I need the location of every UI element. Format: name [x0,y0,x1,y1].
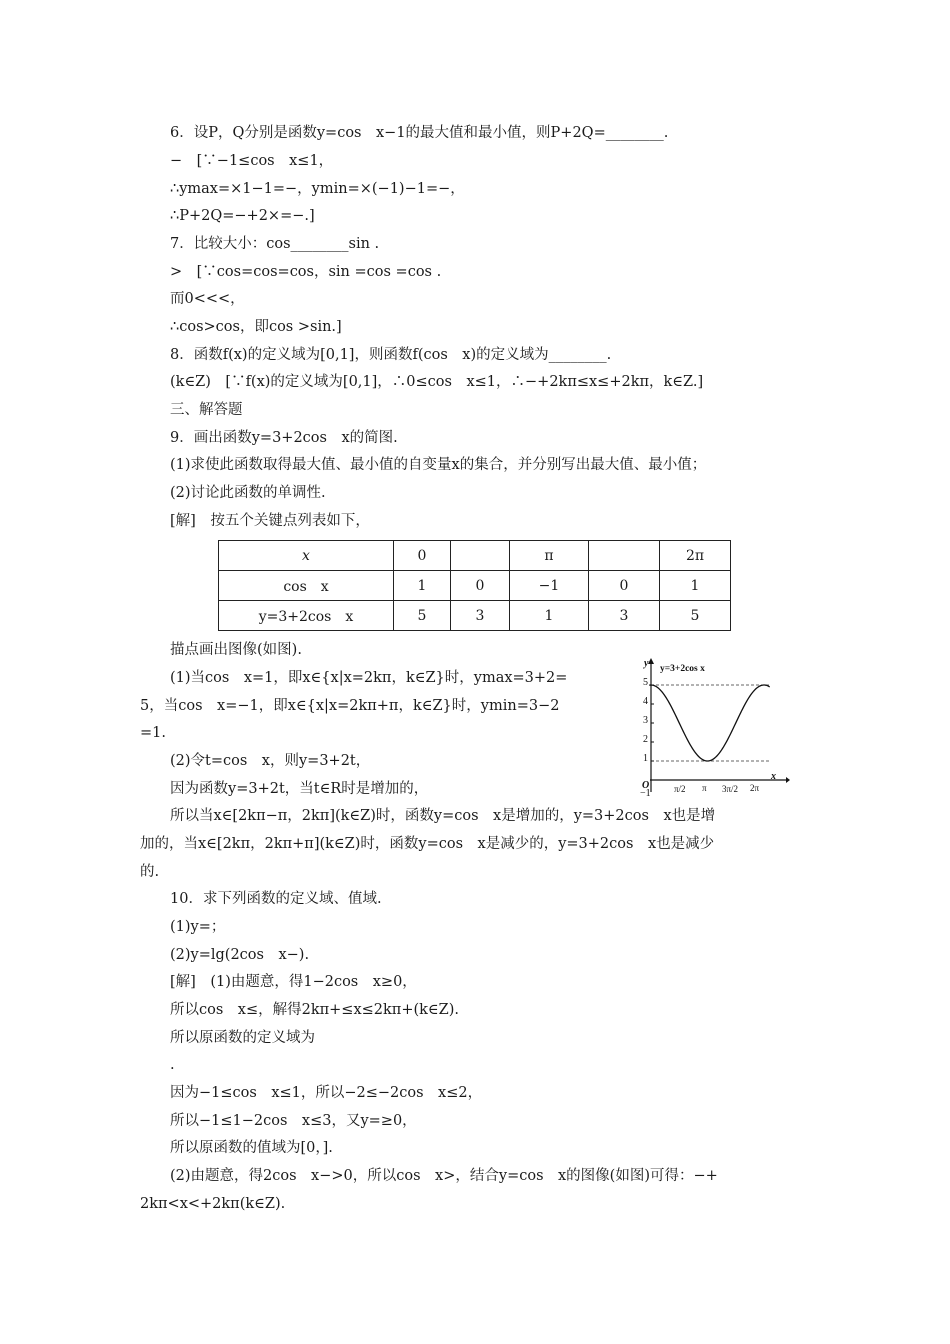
graph-caption: 描点画出图像(如图). [170,642,302,658]
cosine-graph [640,656,790,796]
q9-part2: (2)讨论此函数的单调性. [170,485,326,501]
q9-solution-intro: [解] 按五个关键点列表如下， [170,513,370,529]
q9-sol1-line3: =1. [140,725,166,741]
y-axis-label: y [644,658,649,669]
q6-text: 6．设P，Q分别是函数y=cos x−1的最大值和最小值，则P+2Q=________. [170,125,669,141]
q10-sol-line2: 所以cos x≤，解得2kπ+≤x≤2kπ+(k∈Z). [170,1002,459,1018]
table-cell: 5 [660,601,731,631]
q10-sol-line6: 所以−1≤1−2cos x≤3，又y=≥0， [170,1113,417,1129]
table-cell [451,541,510,571]
q10-sol-line1: [解] (1)由题意，得1−2cos x≥0， [170,974,417,990]
q9-sol2-line2: 因为函数y=3+2t，当t∈R时是增加的， [170,781,429,797]
q7-answer-line2: 而0<<<， [170,291,245,307]
table-cell: π [510,541,589,571]
q9-sol1-line1: (1)当cos x=1，即x∈{x|x=2kπ，k∈Z}时，ymax=3+2= [170,670,568,686]
q8-answer: (k∈Z) [∵f(x)的定义域为[0,1]，∴0≤cos x≤1，∴−+2kπ≤x≤+2kπ，k∈Z.] [170,374,704,390]
table-cell: 3 [589,601,660,631]
q10-sol-line7: 所以原函数的值域为[0，]. [170,1140,333,1156]
ytick-label: 5 [643,677,648,688]
q10-part2: (2)y=lg(2cos x−). [170,947,310,963]
q9-part1: (1)求使此函数取得最大值、最小值的自变量x的集合，并分别写出最大值、最小值； [170,457,707,473]
section-heading: 三、解答题 [170,402,243,418]
ytick-label: 2 [643,734,648,745]
xtick-label: π [702,783,707,793]
q10-sol-line5: 因为−1≤cos x≤1，所以−2≤−2cos x≤2， [170,1085,483,1101]
xtick-label: 2π [750,783,760,793]
key-points-table [218,540,731,631]
q10-sol-line3: 所以原函数的定义域为 [170,1030,315,1046]
ytick-label: −1 [640,788,651,796]
table-row [219,541,731,571]
table-cell: 1 [394,571,451,601]
graph-title: y=3+2cos x [660,664,705,674]
table-cell: x [219,541,394,571]
ytick-label: 1 [643,753,648,764]
q6-answer-line1: − [∵−1≤cos x≤1， [170,153,334,169]
origin-label: O [642,780,650,791]
table-cell: 0 [394,541,451,571]
q10-part1: (1)y=； [170,919,226,935]
q6-answer-line3: ∴P+2Q=−+2×=−.] [170,208,315,224]
q9-sol2-line1: (2)令t=cos x，则y=3+2t， [170,753,371,769]
y-axis-arrow [648,658,654,664]
q10-sol-line4: . [170,1057,175,1073]
q7-answer-line3: ∴cos>cos，即cos >sin.] [170,319,342,335]
table-cell: 5 [394,601,451,631]
table-cell: cos x [219,571,394,601]
q9-sol2-line3: 所以当x∈[2kπ−π，2kπ](k∈Z)时，函数y=cos x是增加的，y=3+2cos x也是增 [170,808,716,824]
ytick-label: 4 [643,696,648,707]
table-cell: 1 [660,571,731,601]
xtick-label: π/2 [674,784,686,794]
table-cell [589,541,660,571]
q7-answer-line1: > [∵cos=cos=cos，sin =cos =cos . [170,264,442,280]
x-axis-label: x [771,771,776,782]
q9-text: 9．画出函数y=3+2cos x的简图. [170,430,398,446]
q9-sol2-line5: 的. [140,864,160,880]
table-row [219,571,731,601]
table-cell: y=3+2cos x [219,601,394,631]
q10-sol-line8: (2)由题意，得2cos x−>0，所以cos x>，结合y=cos x的图像(如图)可得：−+ [170,1168,718,1184]
table-cell: −1 [510,571,589,601]
q6-answer-line2: ∴ymax=×1−1=−，ymin=×(−1)−1=−， [170,181,465,197]
q10-text: 10．求下列函数的定义域、值域. [170,891,382,907]
q7-text: 7．比较大小：cos________sin . [170,236,380,252]
table-cell: 2π [660,541,731,571]
table-cell: 0 [589,571,660,601]
table-cell: 3 [451,601,510,631]
q8-text: 8．函数f(x)的定义域为[0,1]，则函数f(cos x)的定义域为________. [170,347,612,363]
table-row [219,601,731,631]
table-cell: 0 [451,571,510,601]
cosine-curve [649,685,770,761]
q9-sol2-line4: 加的，当x∈[2kπ，2kπ+π](k∈Z)时，函数y=cos x是减少的，y=3+2cos x也是减少 [140,836,715,852]
table-cell: 1 [510,601,589,631]
xtick-label: 3π/2 [722,784,739,794]
q9-sol1-line2: 5，当cos x=−1，即x∈{x|x=2kπ+π，k∈Z}时，ymin=3−2 [140,698,560,714]
x-axis-arrow [786,777,790,783]
ytick-label: 3 [643,715,648,726]
q10-sol-line9: 2kπ<x<+2kπ(k∈Z). [140,1196,286,1212]
